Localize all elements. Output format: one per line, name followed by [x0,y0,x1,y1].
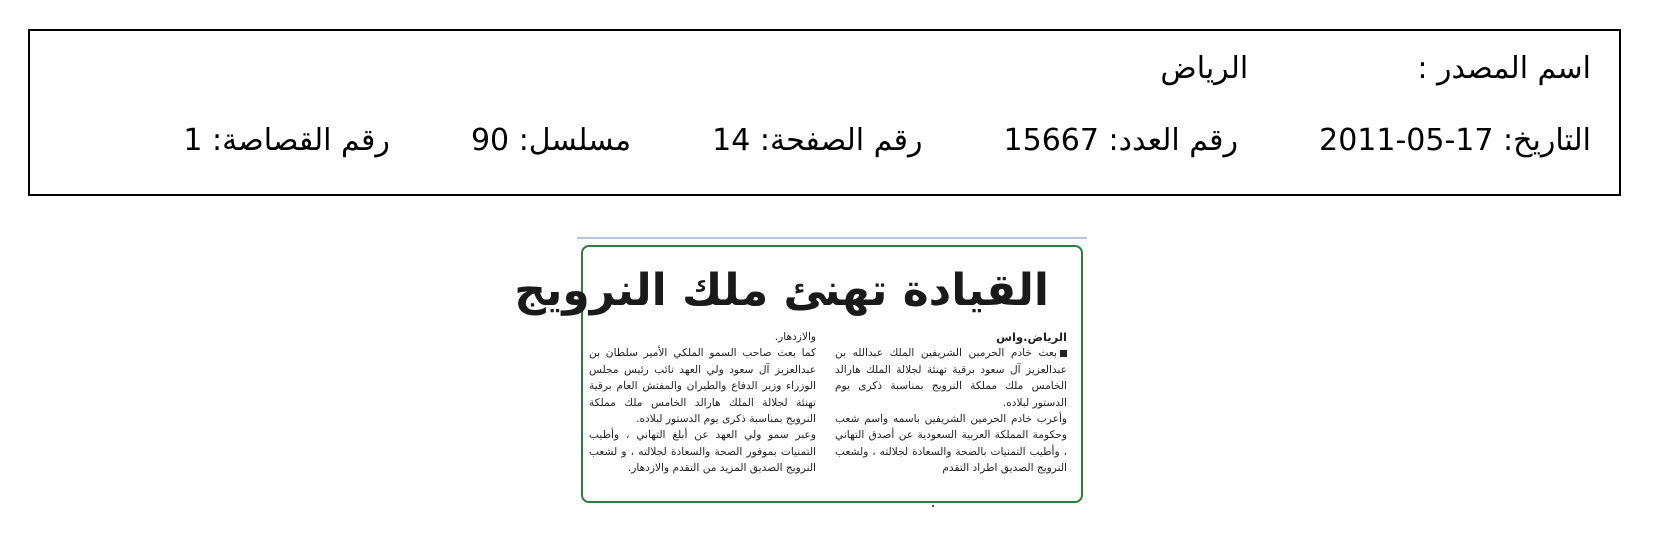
page-field [712,123,922,159]
article-paragraph: كما بعث صاحب السمو الملكي الأمير سلطان بن عبدالعزيز آل سعود ولي العهد نائب رئيس مجلس الوزراء وزير الدفاع والطيران والمفتش العام برقية تهنئة لجلالة الملك هارالد الخامس ملك مملكة النرويج بمناسبة ذكرى يوم الدستور لبلاده. [589,347,816,426]
details-row [183,123,1591,159]
page-value: 14 [712,123,751,158]
issue-value: 15667 [1003,123,1099,158]
newspaper-clipping [514,237,1087,509]
article-paragraph: بعث خادم الحرمين الشريفين الملك عبدالله بن عبدالعزيز آل سعود برقية تهنئة لجلالة الملك هارالد الخامس ملك مملكة النرويج بمناسبة ذكرى يوم الدستور لبلاده. [835,347,1067,409]
article-paragraph: والازدهار. [774,331,816,343]
clip-number-field [183,123,389,159]
bullet-icon [1060,350,1067,357]
clip-number-value: 1 [183,123,203,158]
issue-field [1004,123,1238,159]
scan-speck [932,505,934,507]
clipping-frame [514,245,1083,503]
serial-label: مسلسل: [518,123,632,158]
article-column-right [835,329,1067,505]
serial-field [471,123,631,159]
issue-label: رقم العدد: [1108,123,1239,158]
article-dateline: الرياض.واس [996,330,1067,344]
source-label: اسم المصدر : [1417,51,1591,86]
source-row [1160,51,1591,87]
date-field [1319,123,1591,159]
metadata-box [28,29,1621,196]
article-paragraph: وعبر سمو ولي العهد عن أبلغ التهاني ، وأطيب التمنيات بموفور الصحة والسعادة لجلالته ، و لشعب النرويج الصديق المزيد من التقدم والازدهار. [589,429,816,475]
clip-number-label: رقم القصاصة: [212,123,390,158]
date-label: التاريخ: [1503,123,1591,158]
article-column-left [589,329,816,505]
article-paragraph: وأعرب خادم الحرمين الشريفين باسمه واسم شعب وحكومة المملكة العربية السعودية عن أصدق التهاني ، وأطيب التمنيات بالصحة والسعادة لجلالته ، ولشعب النرويج الصديق اطراد التقدم [835,413,1067,475]
serial-value: 90 [470,123,510,158]
date-value: 2011-05-17 [1319,123,1494,158]
page-label: رقم الصفحة: [759,123,923,158]
clipping-top-rule [577,237,1087,239]
source-value: الرياض [1160,51,1249,86]
article-headline: القيادة تهنئ ملك النرويج [514,265,1049,316]
